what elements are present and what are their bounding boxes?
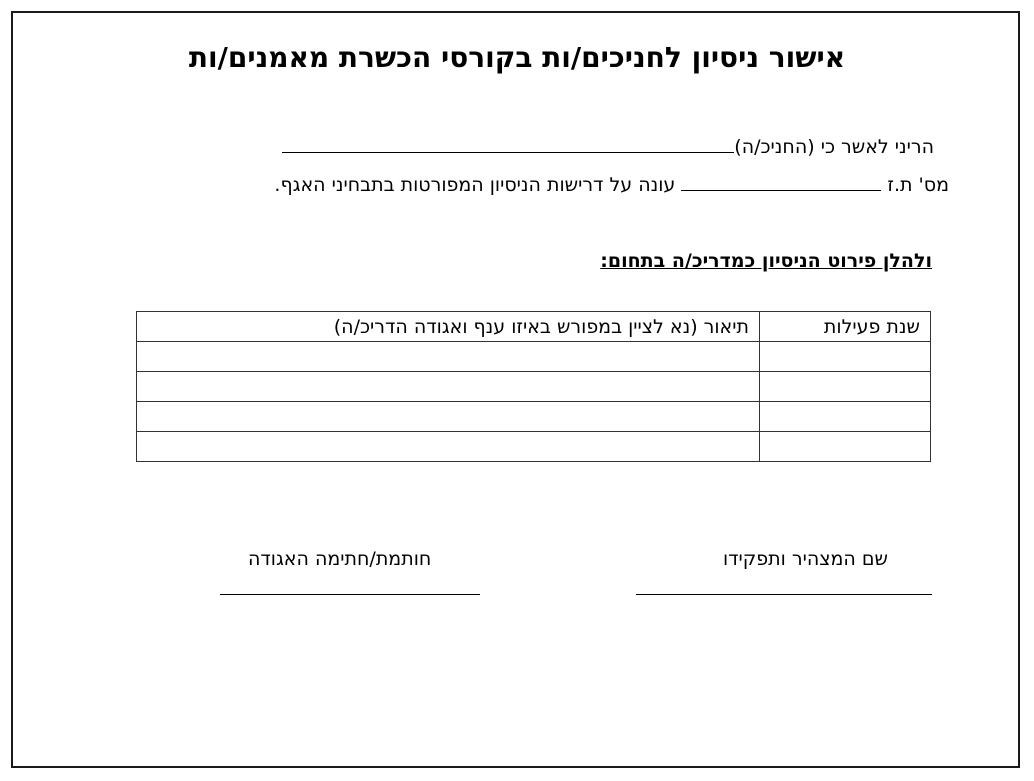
table-row (137, 372, 931, 402)
year-cell[interactable] (760, 342, 931, 372)
description-cell[interactable] (137, 402, 760, 432)
declarer-name-label: שם המצהיר ותפקידו (723, 548, 888, 570)
id-suffix: עונה על דרישות הניסיון המפורטות בתבחיני האגף. (274, 174, 676, 196)
details-heading: ולהלן פירוט הניסיון כמדריכ/ה בתחום: (600, 250, 932, 272)
association-stamp-field[interactable] (220, 594, 480, 595)
description-cell[interactable] (137, 432, 760, 462)
trainee-confirmation-line (282, 132, 934, 161)
year-column-header: שנת פעילות (760, 312, 931, 342)
year-cell[interactable] (760, 372, 931, 402)
table-row (137, 402, 931, 432)
trainee-name-field[interactable] (282, 132, 734, 153)
experience-table (136, 311, 931, 462)
description-cell[interactable] (137, 372, 760, 402)
description-column-header: תיאור (נא לציין במפורש באיזו ענף ואגודה הדריכ/ה) (137, 312, 760, 342)
table-row (137, 432, 931, 462)
trainee-id-line (274, 170, 949, 199)
document-title: אישור ניסיון לחניכים/ות בקורסי הכשרת מאמנים/ות (188, 41, 846, 74)
year-cell[interactable] (760, 432, 931, 462)
confirm-prefix: הריני לאשר כי (החניכ/ה) (734, 136, 934, 158)
table-header-row (137, 312, 931, 342)
table-row (137, 342, 931, 372)
declarer-name-field[interactable] (636, 594, 932, 595)
association-stamp-label: חותמת/חתימה האגודה (248, 548, 432, 570)
id-prefix: מס' ת.ז (887, 174, 949, 196)
year-cell[interactable] (760, 402, 931, 432)
trainee-id-field[interactable] (681, 170, 881, 191)
description-cell[interactable] (137, 342, 760, 372)
